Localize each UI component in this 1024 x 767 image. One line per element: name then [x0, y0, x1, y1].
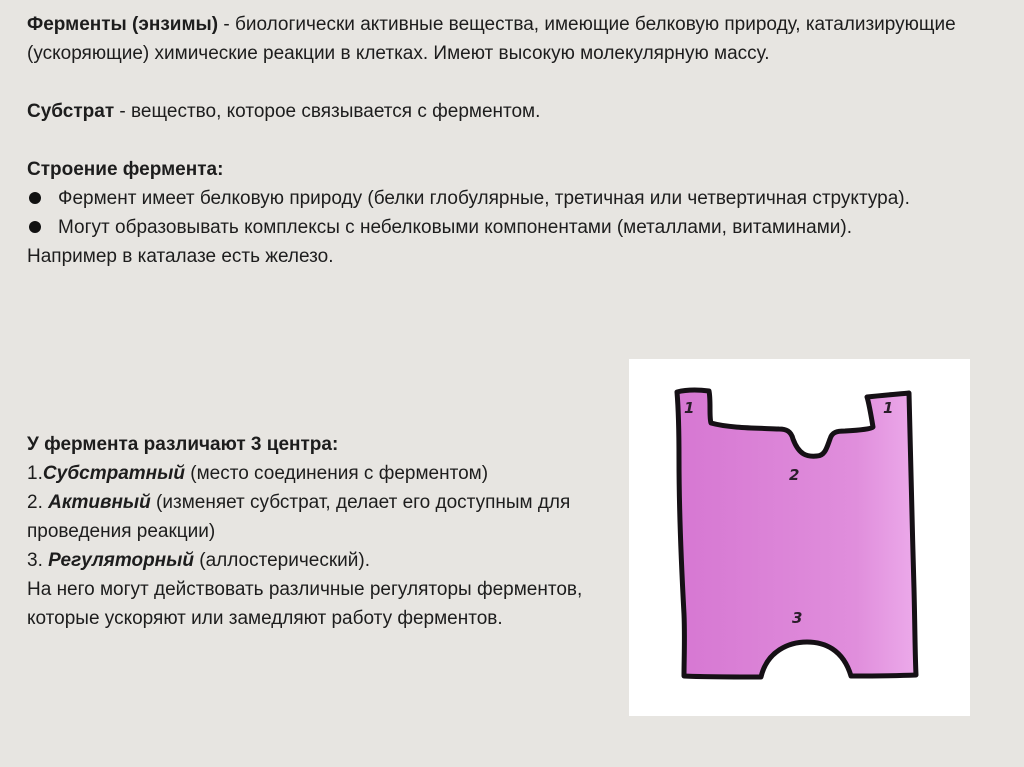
label-1-right: 1 [883, 399, 894, 417]
enzyme-definition-text: - биологически активные вещества, имеющие белковую природу, катализирующие (ускоряющие) химические реакции в клетках. Имеют высокую молекулярную массу. [27, 14, 956, 64]
list-item: Фермент имеет белковую природу (белки глобулярные, третичная или четвертичная структура). [27, 184, 1002, 213]
label-3: 3 [792, 609, 803, 627]
center-item-substrate: 1.Субстратный (место соединения с ферментом) [27, 463, 489, 484]
list-item: Могут образовывать комплексы с небелковыми компонентами (металлами, витаминами). [27, 213, 1002, 242]
substrate-term: Субстрат [27, 101, 115, 122]
centers-heading: У фермента различают 3 центра: [27, 434, 339, 455]
enzyme-body-shape [677, 390, 916, 677]
label-1-left: 1 [684, 399, 695, 417]
intro-text-block [27, 10, 1002, 271]
substrate-definition-text: - вещество, которое связывается с ферментом. [114, 101, 541, 122]
centers-note: На него могут действовать различные регуляторы ферментов, которые ускоряют или замедляют работу ферментов. [27, 579, 583, 629]
bullet-icon [29, 192, 41, 204]
enzyme-shape-svg [629, 359, 970, 716]
structure-list [27, 184, 1002, 242]
center-item-active: 2. Активный (изменяет субстрат, делает его доступным для проведения реакции) [27, 492, 571, 542]
enzyme-definition [27, 10, 1002, 68]
structure-heading: Строение фермента: [27, 159, 224, 180]
bullet-icon [29, 221, 41, 233]
substrate-definition [27, 97, 1002, 126]
enzyme-diagram [629, 359, 970, 716]
structure-example: Например в каталазе есть железо. [27, 246, 334, 267]
center-item-regulatory: 3. Регуляторный (аллостерический). [27, 550, 370, 571]
label-2: 2 [789, 466, 800, 484]
enzyme-term: Ферменты (энзимы) [27, 14, 219, 35]
centers-text-block [27, 430, 602, 633]
